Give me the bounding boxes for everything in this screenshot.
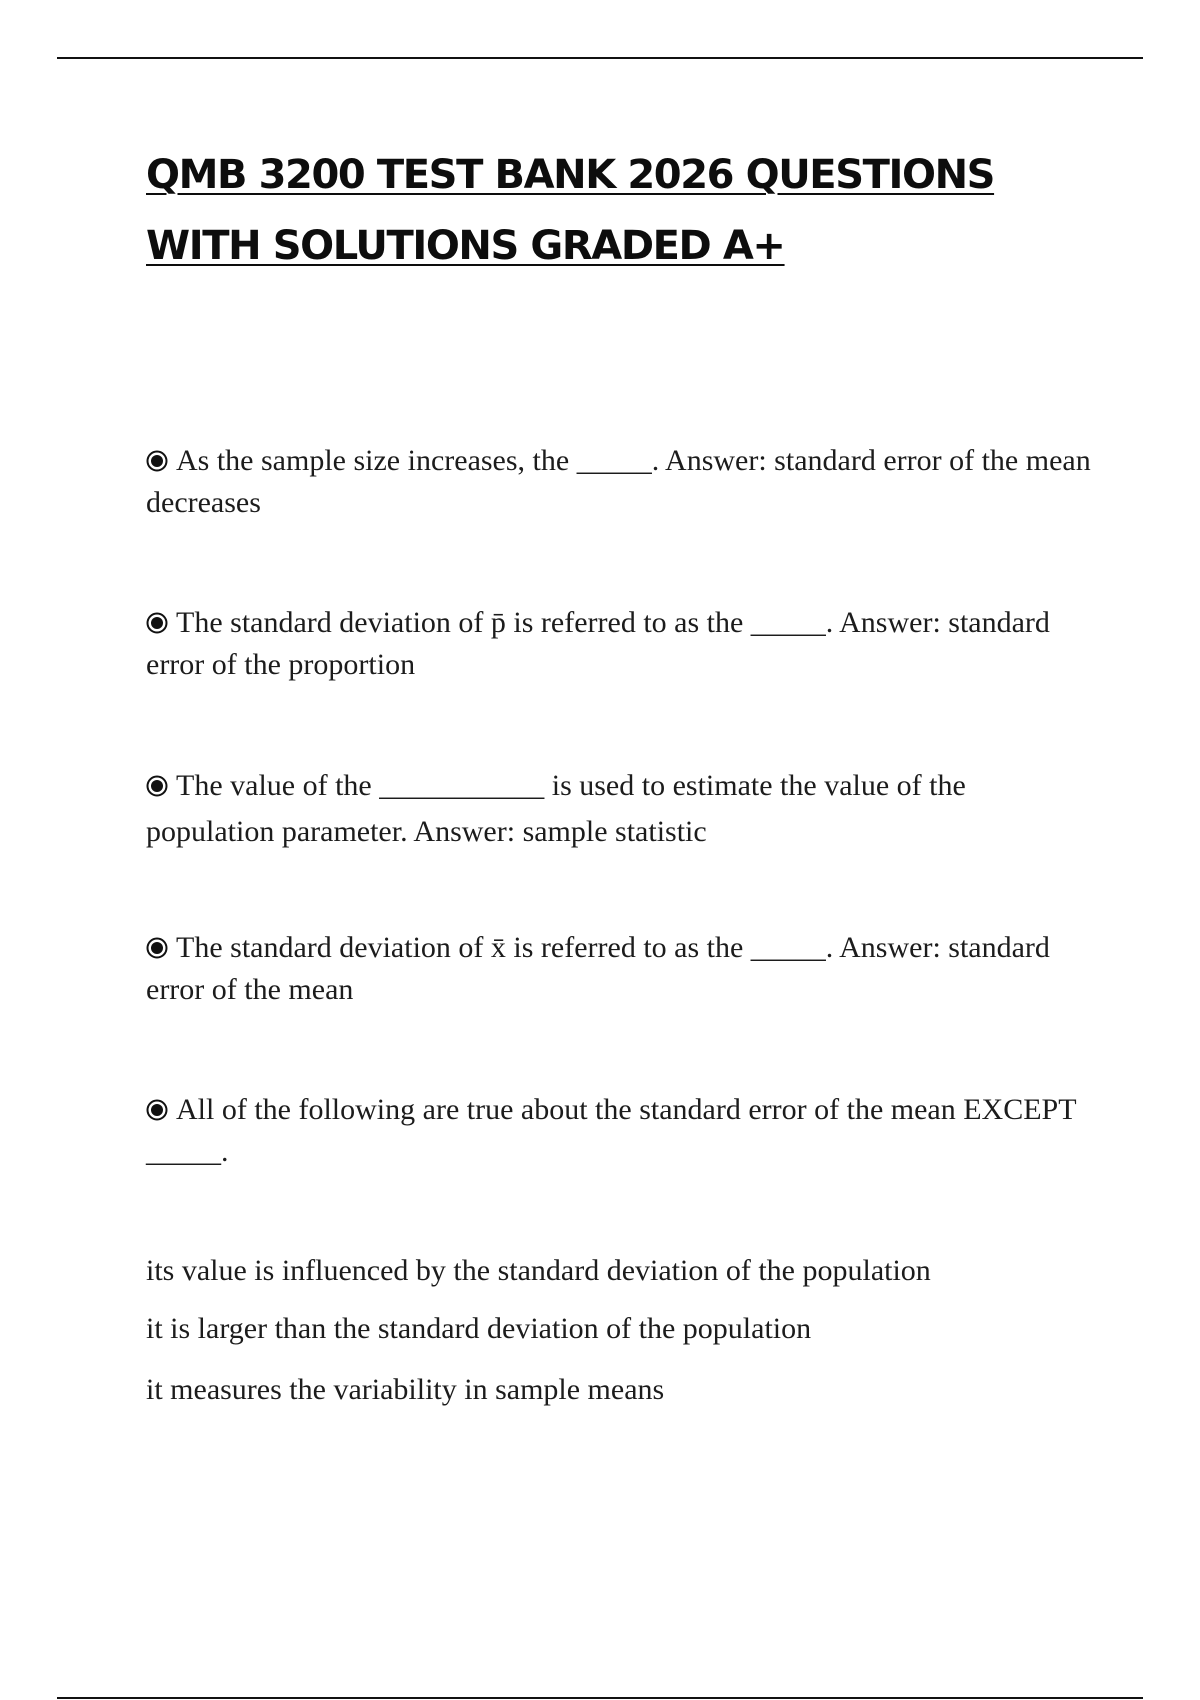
bottom-rule <box>57 1697 1143 1699</box>
question-text: The standard deviation of p̄ is referred to as the _____. Answer: standard error of the proportion <box>146 606 1050 681</box>
answer-option: its value is influenced by the standard deviation of the population <box>146 1254 931 1287</box>
question-item <box>146 763 1096 855</box>
question-text: The standard deviation of x̄ is referred to as the _____. Answer: standard error of the mean <box>146 931 1050 1006</box>
question-item <box>146 1089 1096 1173</box>
question-item <box>146 440 1096 524</box>
question-text: All of the following are true about the standard error of the mean EXCEPT _____. <box>146 1093 1077 1168</box>
radio-bullet-icon <box>146 612 168 634</box>
radio-bullet-icon <box>146 450 168 472</box>
question-text: The value of the ___________ is used to estimate the value of the population parameter. Answer: sample statistic <box>146 769 966 848</box>
document-title: QMB 3200 TEST BANK 2026 QUESTIONS WITH SOLUTIONS GRADED A+ <box>146 152 995 269</box>
radio-bullet-icon <box>146 775 168 797</box>
question-text: As the sample size increases, the _____. Answer: standard error of the mean decreases <box>146 444 1091 519</box>
top-rule <box>57 57 1143 59</box>
question-item <box>146 602 1096 686</box>
question-item <box>146 927 1096 1011</box>
answer-option: it is larger than the standard deviation of the population <box>146 1312 812 1345</box>
radio-bullet-icon <box>146 1099 168 1121</box>
answer-option: it measures the variability in sample means <box>146 1373 665 1406</box>
radio-bullet-icon <box>146 937 168 959</box>
